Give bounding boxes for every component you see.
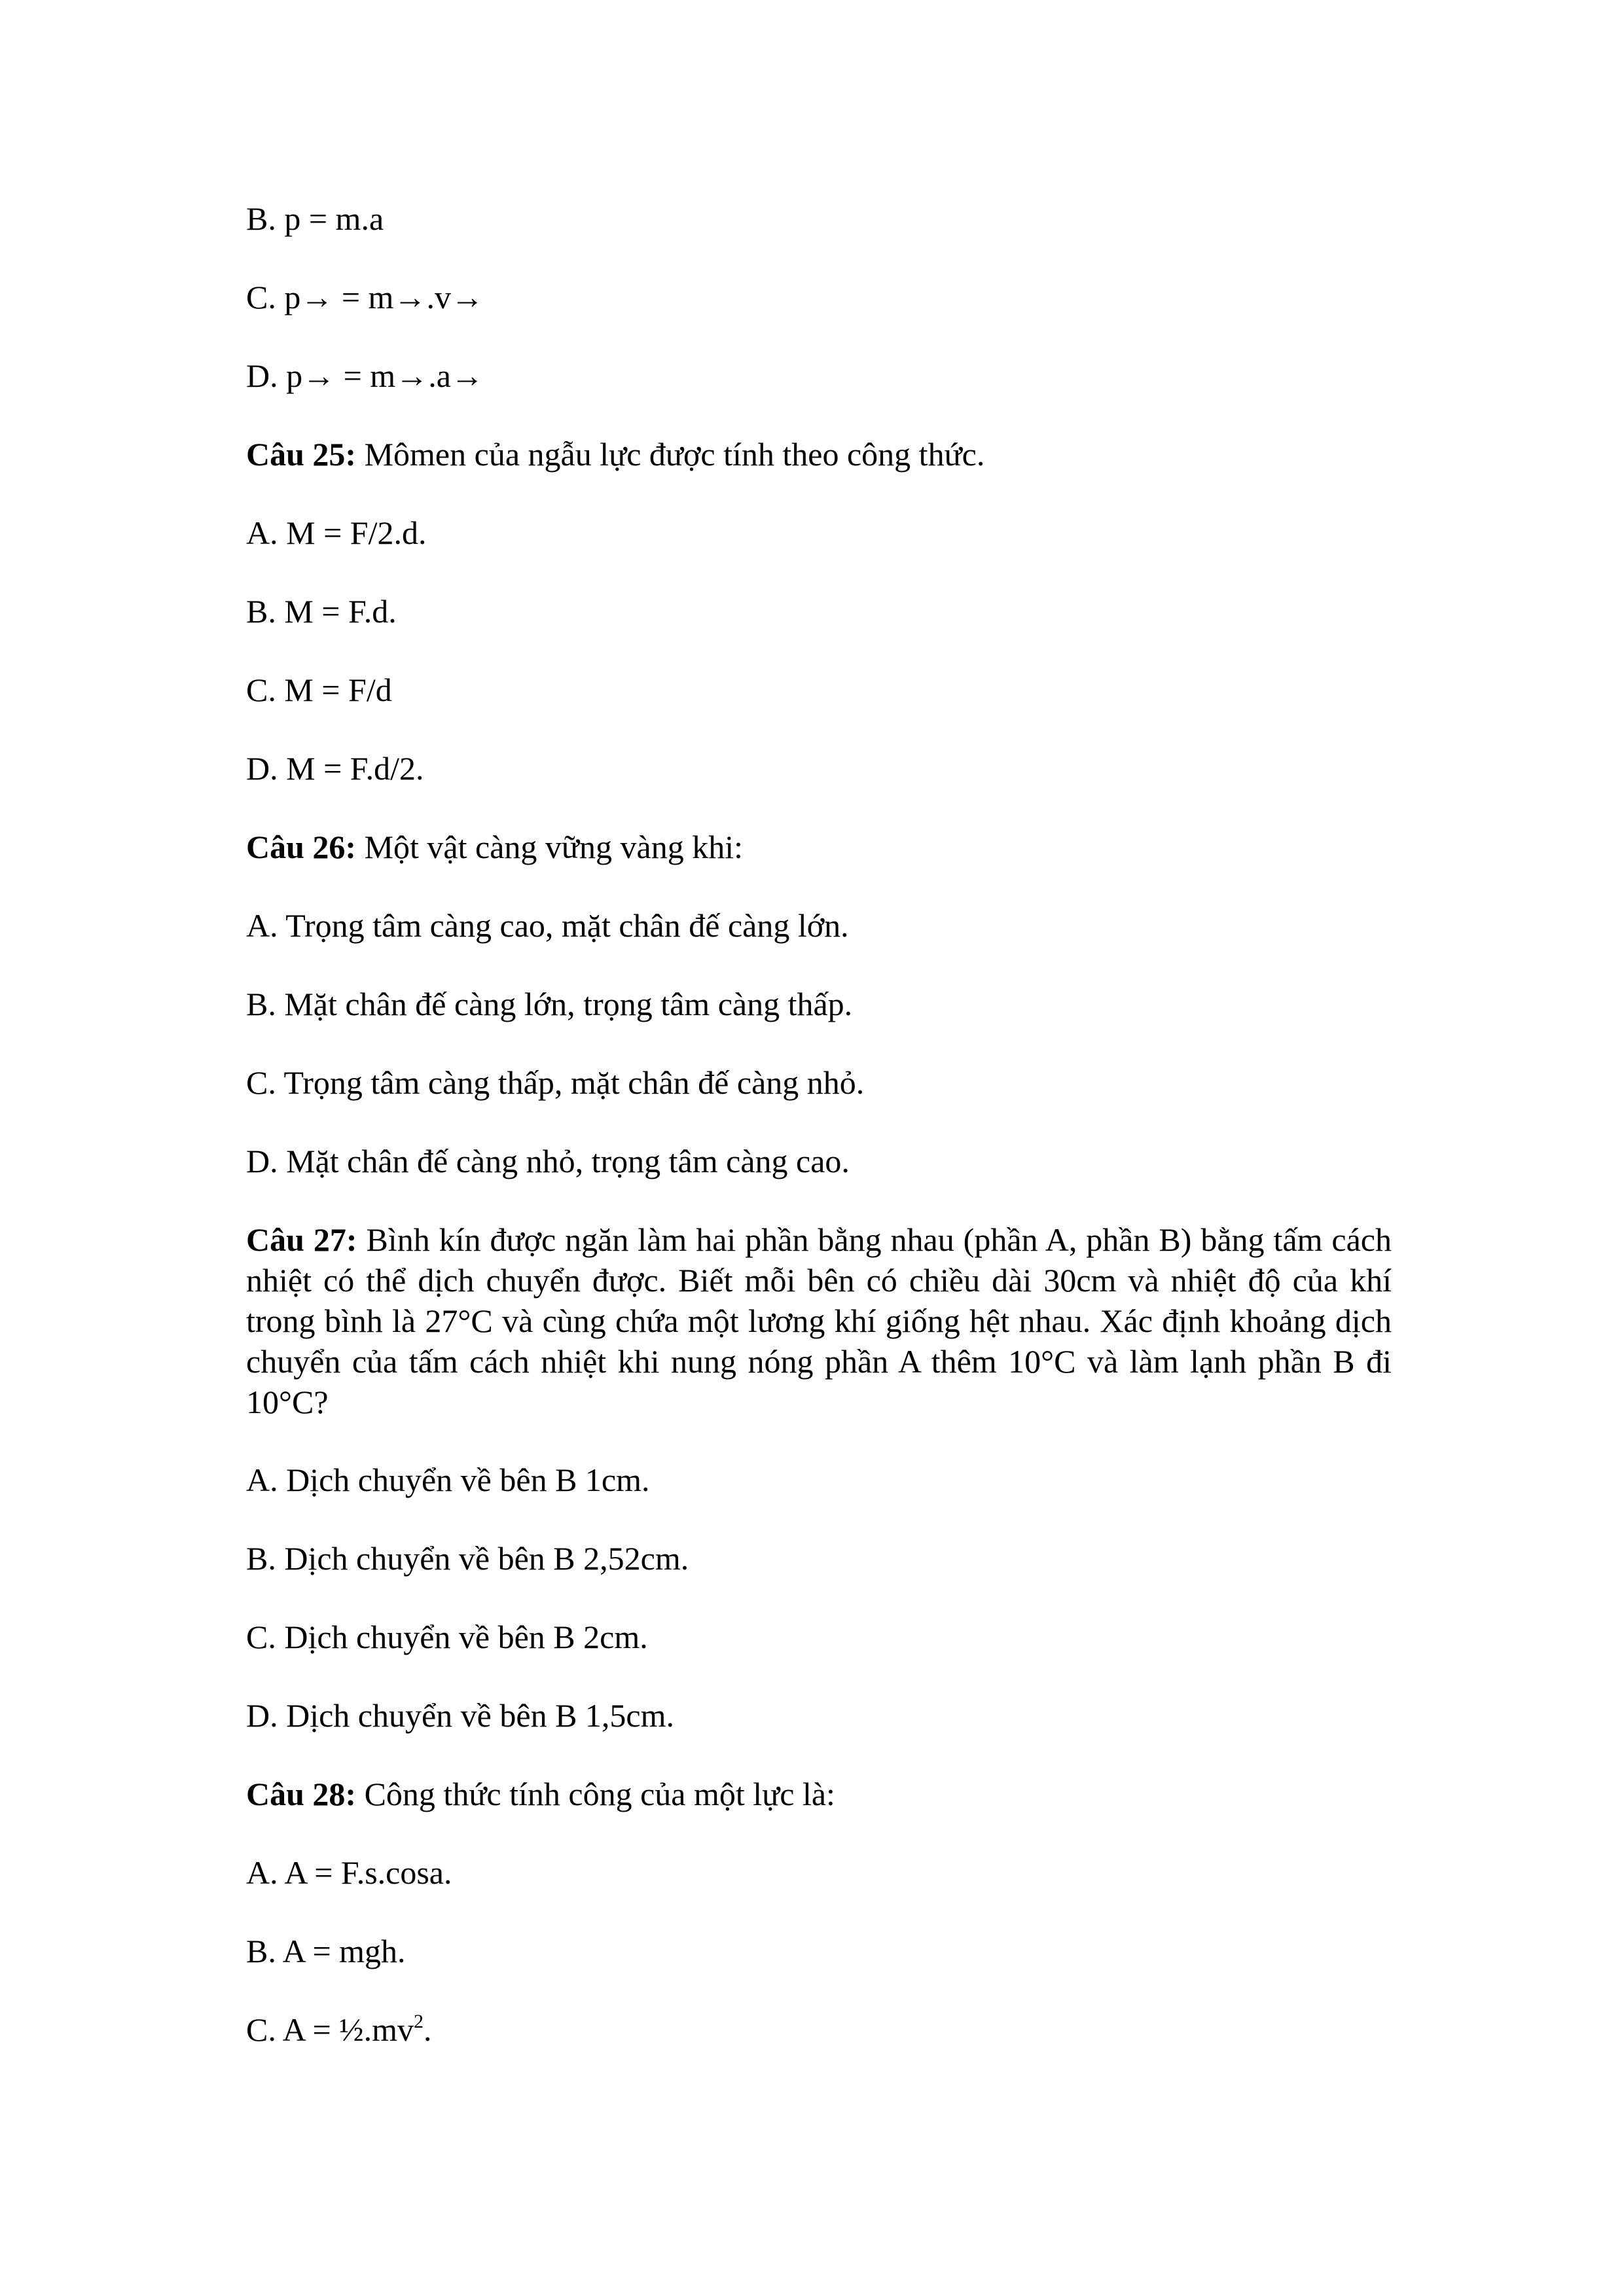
q28-label: Câu 28: bbox=[246, 1776, 357, 1812]
q24-option-c: C. p→ = m→.v→ bbox=[246, 279, 484, 315]
q25-option-b: B. M = F.d. bbox=[246, 593, 397, 630]
q28-text: Công thức tính công của một lực là: bbox=[356, 1776, 835, 1812]
q27-label: Câu 27: bbox=[246, 1221, 357, 1258]
q26-question bbox=[246, 827, 743, 867]
q26-option-a: A. Trọng tâm càng cao, mặt chân đế càng lớn. bbox=[246, 907, 849, 944]
q25-option-c: C. M = F/d bbox=[246, 672, 392, 708]
q26-label: Câu 26: bbox=[246, 829, 357, 865]
q28-option-c-end: . bbox=[424, 2011, 432, 2048]
q28-option-a: A. A = F.s.cosa. bbox=[246, 1854, 452, 1891]
q28-option-c-main: C. A = ½.mv bbox=[246, 2011, 414, 2048]
q25-text: Mômen của ngẫu lực được tính theo công thức. bbox=[356, 436, 985, 473]
q26-option-c: C. Trọng tâm càng thấp, mặt chân đế càng nhỏ. bbox=[246, 1064, 865, 1101]
q28-question bbox=[246, 1774, 835, 1814]
q25-option-d: D. M = F.d/2. bbox=[246, 750, 424, 787]
q28-option-c bbox=[246, 2009, 432, 2050]
q27-option-c: C. Dịch chuyển về bên B 2cm. bbox=[246, 1619, 648, 1655]
q27-question bbox=[246, 1219, 1392, 1422]
q27-option-d: D. Dịch chuyển về bên B 1,5cm. bbox=[246, 1697, 675, 1734]
q27-text: Bình kín được ngăn làm hai phần bằng nhau (phần A, phần B) bằng tấm cách nhiệt có thể dịch chuyển được. Biết mỗi bên có chiều dài 30cm và nhiệt độ của khí trong bình là 27°C và cùng chứa một lương khí giống hệt nhau. Xác định khoảng dịch chuyển của tấm cách nhiệt khi nung nóng phần A thêm 10°C và làm lạnh phần B đi 10°C? bbox=[246, 1221, 1392, 1420]
q26-text: Một vật càng vững vàng khi: bbox=[356, 829, 743, 865]
q27-option-a: A. Dịch chuyển về bên B 1cm. bbox=[246, 1462, 650, 1498]
q26-option-d: D. Mặt chân đế càng nhỏ, trọng tâm càng cao. bbox=[246, 1143, 850, 1179]
q24-option-b: B. p = m.a bbox=[246, 200, 384, 237]
q28-option-b: B. A = mgh. bbox=[246, 1933, 406, 1969]
q25-question bbox=[246, 434, 984, 475]
q25-option-a: A. M = F/2.d. bbox=[246, 514, 427, 551]
q28-option-c-exponent: 2 bbox=[414, 2011, 424, 2032]
q25-label: Câu 25: bbox=[246, 436, 357, 473]
q27-option-b: B. Dịch chuyển về bên B 2,52cm. bbox=[246, 1540, 689, 1577]
q24-option-d: D. p→ = m→.a→ bbox=[246, 357, 484, 394]
q26-option-b: B. Mặt chân đế càng lớn, trọng tâm càng thấp. bbox=[246, 986, 853, 1022]
